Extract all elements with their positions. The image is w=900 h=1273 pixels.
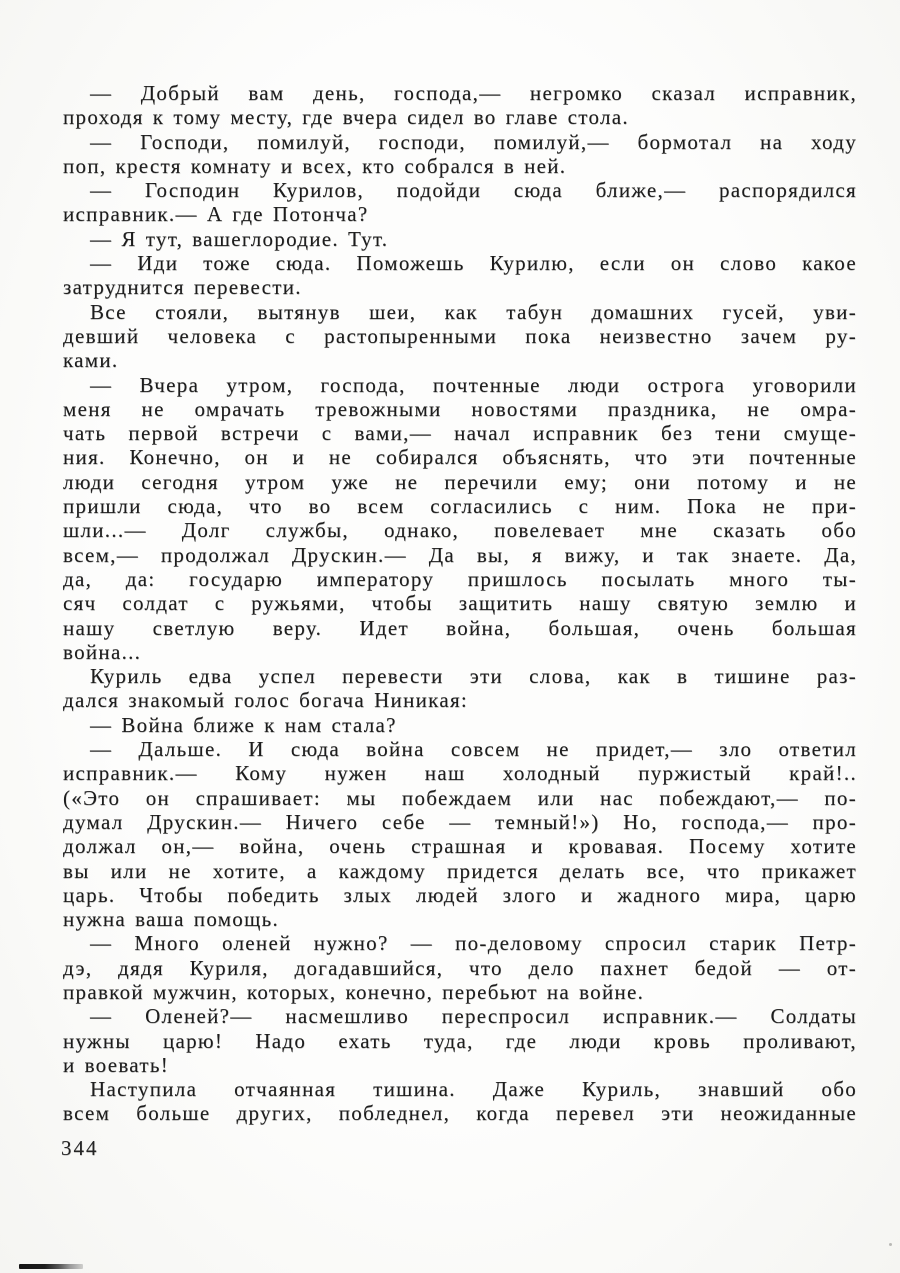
text-line: нужны царю! Надо ехать туда, где люди кровь проливают, [63,1028,857,1053]
paragraph [63,300,857,373]
text-line: нашу светлую веру. Идет война, большая, очень большая [63,615,857,640]
paragraph [63,737,857,931]
text-line: дэ, дядя Куриля, догадавшийся, что дело пахнет бедой — от- [63,955,857,980]
paragraph [63,664,857,713]
text-line: — Дальше. И сюда война совсем не придет,— зло ответил [90,737,857,762]
text-line: война... [63,639,142,664]
paragraph [63,713,857,737]
text-block [63,81,857,1126]
text-line: люди сегодня утром уже не перечили ему; они потому и не [63,469,857,494]
text-line: исправник.— Кому нужен наш холодный пуржистый край!.. [63,761,857,786]
text-line: — Оленей?— насмешливо переспросил исправник.— Солдаты [90,1004,857,1029]
text-line: Куриль едва успел перевести эти слова, как в тишине раз- [90,664,857,689]
text-line: — Вчера утром, господа, почтенные люди острога уговорили [90,372,857,397]
text-line: поп, крестя комнату и всех, кто собрался в ней. [63,153,567,178]
text-line: правкой мужчин, которых, конечно, перебьют на войне. [63,979,645,1004]
scan-edge-artifact [19,1264,83,1269]
text-line: всем больше других, побледнел, когда перевел эти неожиданные [63,1101,857,1126]
text-line: Наступила отчаянная тишина. Даже Куриль, знавший обо [90,1077,857,1102]
paragraph [63,81,857,130]
paragraph [63,373,857,665]
text-line: проходя к тому месту, где вчера сидел во главе стола. [63,105,629,130]
text-line: сяч солдат с ружьями, чтобы защитить нашу святую землю и [63,591,857,616]
page-number: 344 [61,1136,99,1160]
text-line: дался знакомый голос богача Ниникая: [63,688,469,713]
text-line: нужна ваша помощь. [63,907,280,932]
paragraph [63,251,857,300]
text-line: шли...— Долг службы, однако, повелевает мне сказать обо [63,518,857,543]
text-line: — Господин Курилов, подойди сюда ближе,— распорядился [90,178,857,203]
text-line: пришли сюда, что во всем согласились с ним. Пока не при- [63,494,857,519]
text-line: думал Друскин.— Ничего себе — темный!») Но, господа,— про- [63,809,857,834]
paragraph [63,1077,857,1126]
scan-noise-speck [889,1243,892,1246]
paragraph [63,130,857,179]
text-line: — Много оленей нужно? — по-деловому спросил старик Петр- [90,931,857,956]
text-line: меня не омрачать тревожными новостями праздника, не омра- [63,396,857,421]
paragraph [63,1004,857,1077]
text-line: («Это он спрашивает: мы побеждаем или нас побеждают,— по- [63,785,857,810]
text-line: должал он,— война, очень страшная и кровавая. Посему хотите [63,834,857,859]
paragraph [63,227,857,251]
text-line: и воевать! [63,1052,170,1077]
text-line: да, да: государю императору пришлось посылать много ты- [63,566,857,591]
text-line: — Господи, помилуй, господи, помилуй,— бормотал на ходу [90,129,857,154]
text-line: Все стояли, вытянув шеи, как табун домашних гусей, уви- [90,299,857,324]
text-line: вы или не хотите, а каждому придется делать все, что прикажет [63,858,857,883]
text-line: — Иди тоже сюда. Поможешь Курилю, если он слово какое [90,251,857,276]
paragraph [63,931,857,1004]
text-line: чать первой встречи с вами,— начал исправник без тени смуще- [63,421,857,446]
text-line: девший человека с растопыренными пока неизвестно зачем ру- [63,323,857,348]
text-line: ками. [63,348,119,373]
paragraph [63,178,857,227]
text-line: всем,— продолжал Друскин.— Да вы, я вижу, и так знаете. Да, [63,542,857,567]
text-line: — Добрый вам день, господа,— негромко сказал исправник, [90,81,857,105]
text-line: исправник.— А где Потонча? [63,202,369,227]
text-line: — Я тут, вашеглородие. Тут. [90,226,389,251]
text-line: — Война ближе к нам стала? [90,712,397,737]
text-line: царь. Чтобы победить злых людей злого и жадного мира, царю [63,882,857,907]
text-line: ния. Конечно, он и не собирался объяснять, что эти почтенные [63,445,857,470]
text-line: затруднится перевести. [63,275,302,300]
